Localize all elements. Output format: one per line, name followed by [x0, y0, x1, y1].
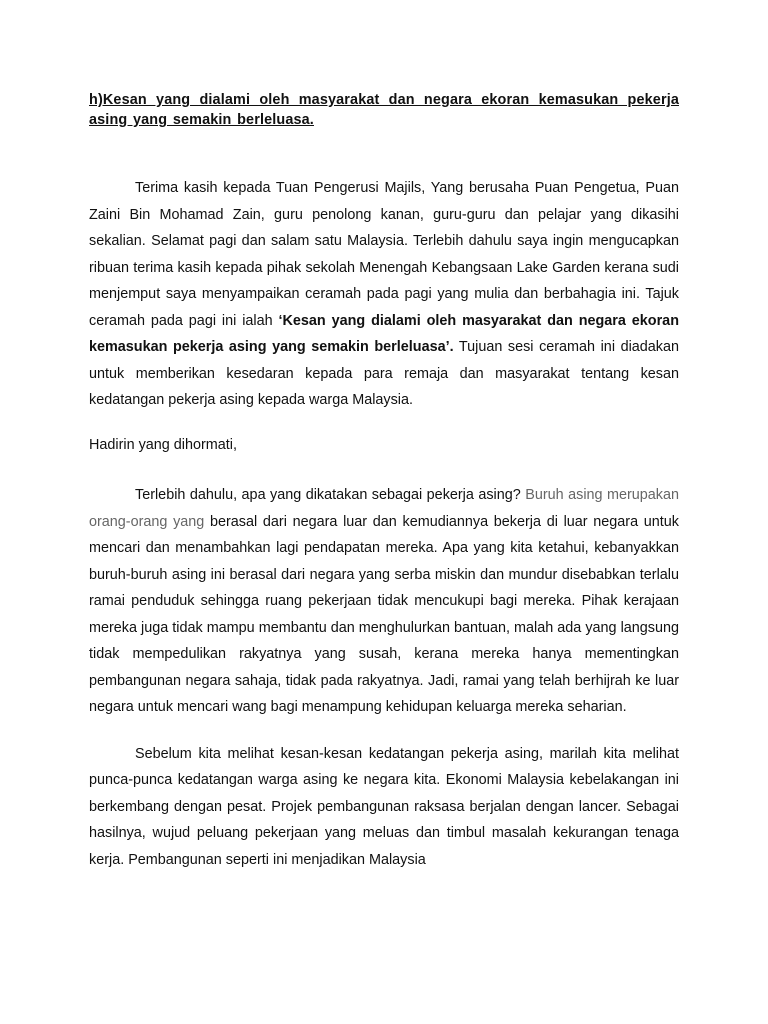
- paragraph-definition-text-end: berasal dari negara luar dan kemudiannya bekerja di luar negara untuk mencari dan menambahkan lagi pendapatan mereka. Apa yang kita ketahui, kebanyakkan buruh-buruh asing ini berasal dari negara yang serba miskin dan mundur disebabkan terlalu ramai penduduk sehingga ruang pekerjaan tidak mencukupi bagi mereka. Pihak kerajaan mereka juga tidak mampu membantu dan menghulurkan bantuan, malah ada yang langsung tidak mempedulikan rakyatnya yang susah, kerana mereka hanya mementingkan pembangunan negara sahaja, tidak pada rakyatnya. Jadi, ramai yang telah berhijrah ke luar negara untuk mencari wang bagi menampung kehidupan keluarga mereka seharian.: [89, 513, 680, 715]
- paragraph-definition-text: Terlebih dahulu, apa yang dikatakan sebagai pekerja asing?: [135, 487, 526, 503]
- document-page: [89, 90, 679, 873]
- paragraph-opening-text-end: Tujuan sesi ceramah ini diadakan untuk memberikan kesedaran kepada para remaja dan masyarakat tentang kesan kedatangan pekerja asing kepada warga Malaysia.: [89, 339, 679, 408]
- greeting-line: Hadirin yang dihormati,: [89, 436, 237, 453]
- paragraph-definition-muted: Buruh asing merupakan orang-orang yang: [89, 487, 679, 530]
- paragraph-opening-text: Terima kasih kepada Tuan Pengerusi Majils, Yang berusaha Puan Pengetua, Puan Zaini Bin Mohamad Zain, guru penolong kanan, guru-guru dan pelajar yang dikasihi sekalian. Selamat pagi dan salam satu Malaysia. Terlebih dahulu saya ingin mengucapkan ribuan terima kasih kepada pihak sekolah Menengah Kebangsaan Lake Garden kerana sudi menjemput saya menyampaikan ceramah pada pagi yang mulia dan berbahagia ini. Tajuk ceramah pada pagi ini ialah: [89, 180, 679, 329]
- paragraph-definition: [89, 482, 679, 721]
- section-heading: h)Kesan yang dialami oleh masyarakat dan negara ekoran kemasukan pekerja asing yang semakin berleluasa.: [89, 92, 679, 128]
- talk-title-emphasis: ‘Kesan yang dialami oleh masyarakat dan negara ekoran kemasukan pekerja asing yang semakin berleluasa’.: [89, 312, 679, 355]
- paragraph-opening: [89, 175, 679, 414]
- paragraph-causes: Sebelum kita melihat kesan-kesan kedatangan pekerja asing, marilah kita melihat punca-punca kedatangan warga asing ke negara kita. Ekonomi Malaysia kebelakangan ini berkembang dengan pesat. Projek pembangunan raksasa berjalan dengan lancer. Sebagai hasilnya, wujud peluang pekerjaan yang meluas dan timbul masalah kekurangan tenaga kerja. Pembangunan seperti ini menjadikan Malaysia: [89, 745, 679, 868]
